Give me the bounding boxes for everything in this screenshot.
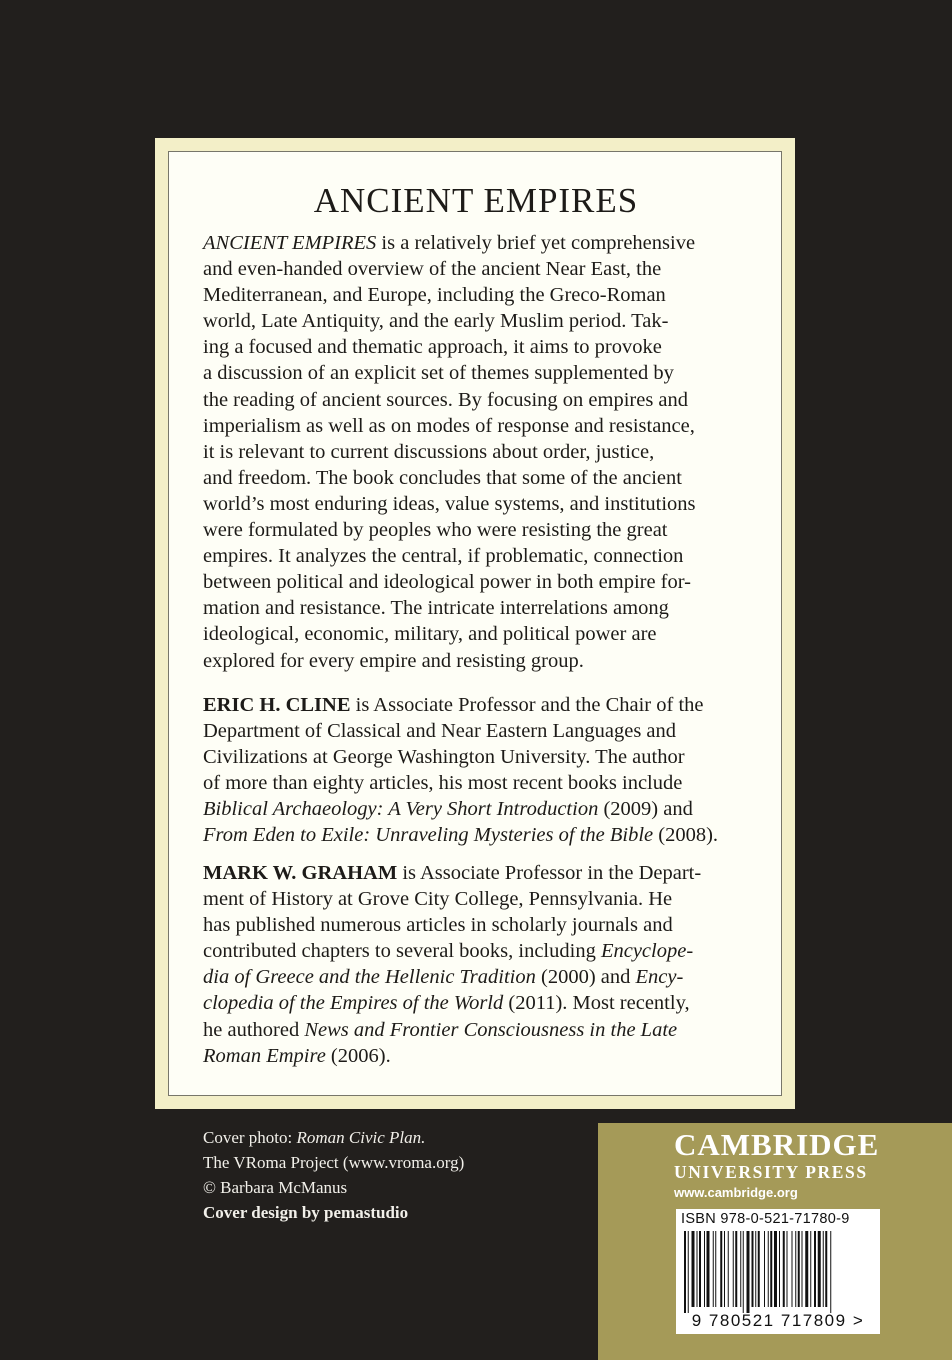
barcode-bar — [707, 1231, 710, 1307]
barcode-bar — [713, 1231, 714, 1307]
barcode-bar — [805, 1231, 808, 1307]
barcode-bar — [795, 1231, 796, 1307]
barcode-bar — [733, 1231, 734, 1307]
barcode-bar — [758, 1231, 760, 1307]
barcode-icon — [680, 1231, 876, 1313]
book-title: ANCIENT EMPIRES — [313, 181, 639, 220]
bio-line: dia of Greece and the Hellenic Tradition (2000) and Ency- — [203, 966, 684, 989]
barcode-bar — [699, 1231, 701, 1307]
bio-line: MARK W. GRAHAM is Associate Professor in the Depart- — [203, 862, 702, 884]
barcode-bar — [798, 1231, 800, 1307]
cover-design-credit: Cover design by pemastudio — [203, 1203, 409, 1222]
bio-line: Civilizations at George Washington University. The author — [203, 746, 685, 769]
barcode-bar — [825, 1231, 827, 1307]
publisher-name: CAMBRIDGE — [674, 1127, 880, 1162]
bio-line: contributed chapters to several books, including Encyclope- — [203, 940, 694, 963]
barcode-bar — [792, 1231, 793, 1307]
barcode-bar — [830, 1231, 831, 1313]
barcode-bar — [764, 1231, 765, 1307]
summary-line: explored for every empire and resisting group. — [203, 649, 584, 672]
barcode-bar — [818, 1231, 821, 1307]
barcode-bar — [814, 1231, 816, 1307]
author-name: ERIC H. CLINE — [203, 694, 351, 716]
summary-line: ideological, economic, military, and political power are — [203, 623, 657, 646]
bio-line: ment of History at Grove City College, Pennsylvania. He — [203, 888, 673, 911]
barcode-bar — [697, 1231, 698, 1307]
photo-copyright-line: © Barbara McManus — [203, 1178, 348, 1197]
summary-line: and even-handed overview of the ancient Near East, the — [203, 258, 662, 281]
publisher-press: UNIVERSITY PRESS — [674, 1162, 868, 1182]
barcode-bar — [688, 1231, 689, 1313]
bio-line: Department of Classical and Near Eastern Languages and — [203, 720, 677, 743]
summary-line: between political and ideological power in both empire for- — [203, 571, 692, 594]
bio-line: he authored News and Frontier Consciousness in the Late — [203, 1018, 678, 1041]
author-bio-graham — [203, 860, 753, 1069]
barcode-bar — [728, 1231, 729, 1307]
barcode-bar — [724, 1231, 725, 1307]
summary-line: ANCIENT EMPIRES is a relatively brief yet comprehensive — [203, 232, 696, 254]
author-name: MARK W. GRAHAM — [203, 862, 398, 884]
barcode-bar — [735, 1231, 737, 1307]
bio-line: has published numerous articles in scholarly journals and — [203, 914, 673, 937]
photo-project-line: The VRoma Project (www.vroma.org) — [203, 1153, 465, 1172]
barcode-bar — [740, 1231, 741, 1307]
summary-line: ing a focused and thematic approach, it aims to provoke — [203, 336, 662, 359]
summary-line: world’s most enduring ideas, value systems, and institutions — [203, 492, 696, 515]
summary-line: the reading of ancient sources. By focusing on empires and — [203, 388, 689, 411]
author-bio-cline — [203, 692, 753, 849]
barcode-bar — [823, 1231, 824, 1307]
photo-credit-line: Cover photo: Roman Civic Plan. — [203, 1128, 426, 1147]
publisher-url: www.cambridge.org — [674, 1185, 798, 1200]
summary-line: mation and resistance. The intricate interrelations among — [203, 597, 669, 620]
barcode-bar — [743, 1231, 744, 1313]
isbn-label: ISBN 978-0-521-71780-9 — [681, 1211, 850, 1227]
barcode-bar — [704, 1231, 705, 1307]
summary-line: empires. It analyzes the central, if problematic, connection — [203, 545, 684, 568]
bio-line: Roman Empire (2006). — [203, 1044, 391, 1067]
summary-line: world, Late Antiquity, and the early Muslim period. Tak- — [203, 310, 669, 333]
bio-line: of more than eighty articles, his most recent books include — [203, 772, 683, 795]
bio-line: From Eden to Exile: Unraveling Mysteries of the Bible (2008). — [203, 824, 719, 847]
barcode-bar — [752, 1231, 754, 1307]
summary-line: and freedom. The book concludes that some of the ancient — [203, 466, 682, 489]
barcode-bar — [768, 1231, 769, 1307]
barcode-bar — [802, 1231, 803, 1307]
barcode-bar — [810, 1231, 811, 1307]
barcode-bar — [755, 1231, 756, 1307]
barcode-bar — [779, 1231, 780, 1307]
barcode-bar — [770, 1231, 772, 1307]
summary-line: Mediterranean, and Europe, including the Greco-Roman — [203, 284, 666, 307]
book-summary — [203, 230, 753, 674]
summary-line: imperialism as well as on modes of response and resistance, — [203, 414, 695, 437]
summary-line: it is relevant to current discussions about order, justice, — [203, 440, 655, 463]
bio-line: ERIC H. CLINE is Associate Professor and the Chair of the — [203, 694, 704, 716]
barcode-bar — [787, 1231, 788, 1307]
barcode-bar — [747, 1231, 750, 1313]
bio-line: clopedia of the Empires of the World (2011). Most recently, — [203, 992, 690, 1015]
summary-line: a discussion of an explicit set of themes supplemented by — [203, 362, 674, 385]
barcode-bar — [720, 1231, 722, 1307]
photo-credits — [203, 1125, 464, 1200]
barcode-digits: 9 780521 717809 > — [691, 1311, 865, 1330]
barcode-bar — [692, 1231, 695, 1307]
bio-line: Biblical Archaeology: A Very Short Introduction (2009) and — [203, 798, 693, 821]
barcode-bar — [783, 1231, 785, 1307]
barcode-bar — [715, 1231, 716, 1307]
summary-line: were formulated by peoples who were resisting the great — [203, 519, 668, 542]
barcode-bar — [774, 1231, 777, 1307]
barcode-bar — [684, 1231, 686, 1313]
